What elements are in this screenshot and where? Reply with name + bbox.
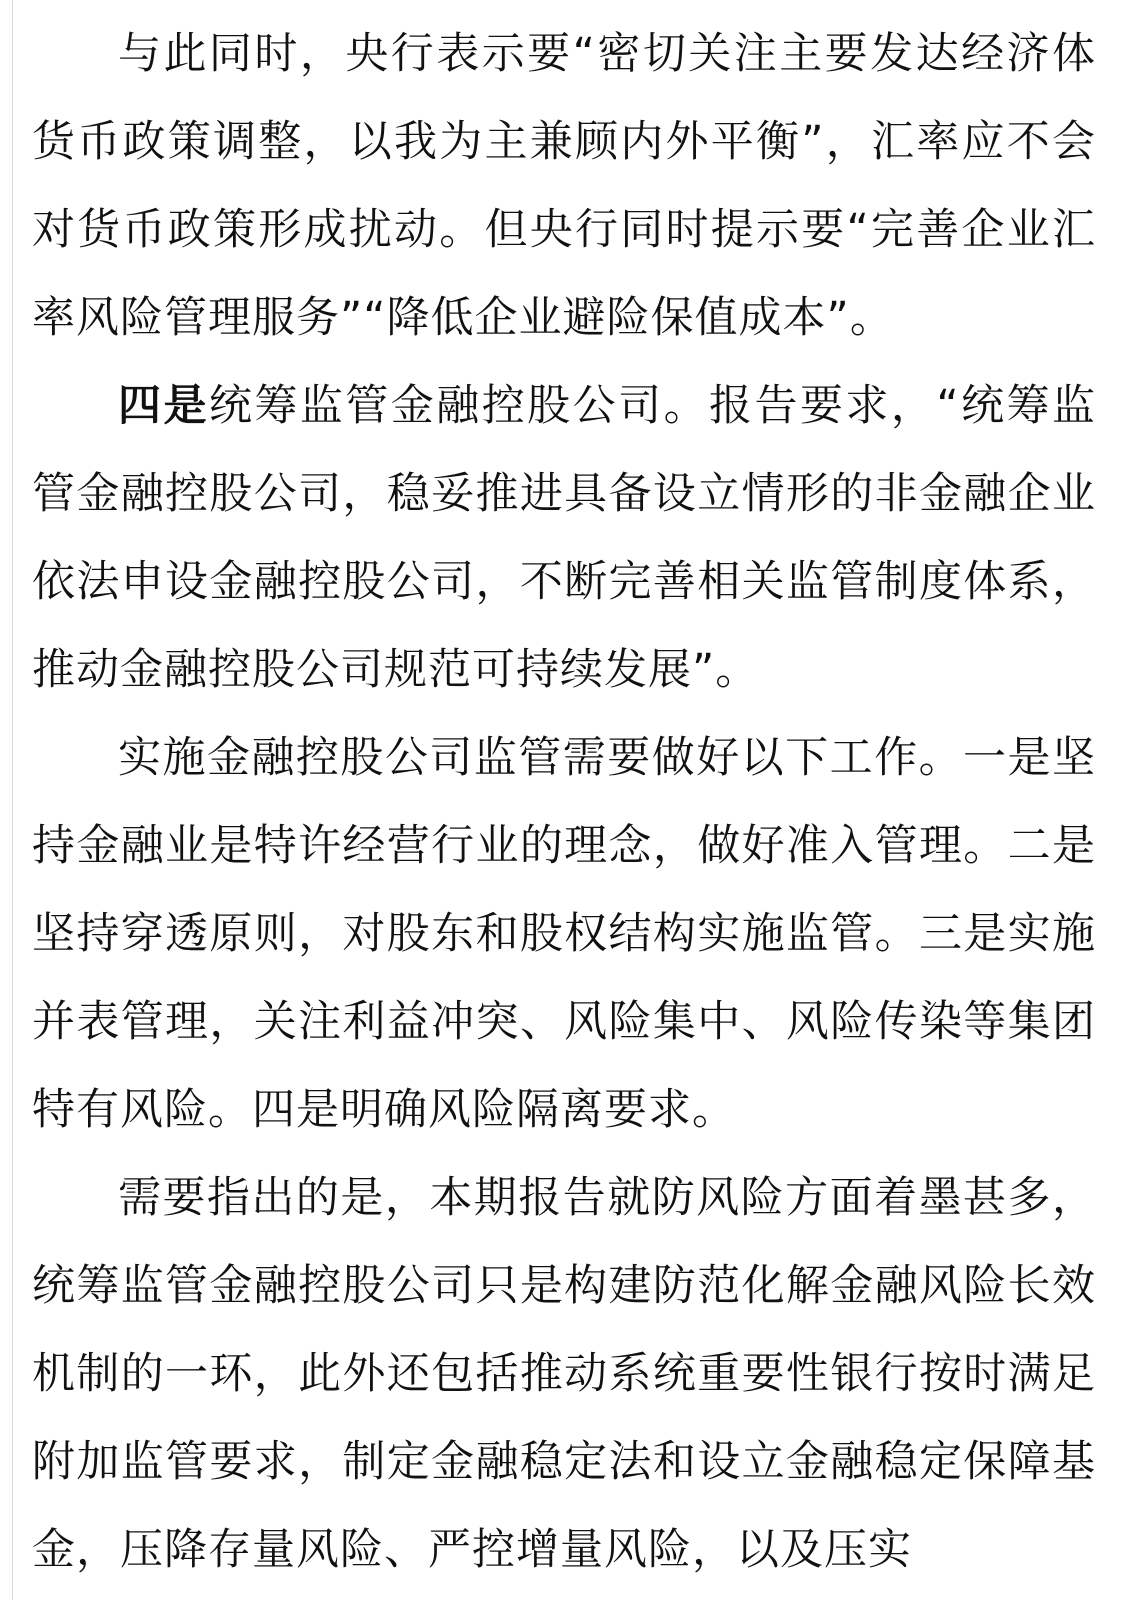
page-edge-divider bbox=[12, 0, 13, 1600]
paragraph-3-text: 实施金融控股公司监管需要做好以下工作。一是坚持金融业是特许经营行业的理念，做好准入管理。二是坚持穿透原则，对股东和股权结构实施监管。三是实施并表管理，关注利益冲突、风险集中、风险传染等集团特有风险。四是明确风险隔离要求。 bbox=[32, 733, 1096, 1135]
article-body bbox=[32, 10, 1096, 1594]
paragraph-1-text: 与此同时，央行表示要“密切关注主要发达经济体货币政策调整，以我为主兼顾内外平衡”，汇率应不会对货币政策形成扰动。但央行同时提示要“完善企业汇率风险管理服务”“降低企业避险保值成本”。 bbox=[32, 29, 1096, 343]
paragraph-2 bbox=[32, 362, 1096, 714]
paragraph-2-text: 统筹监管金融控股公司。报告要求，“统筹监管金融控股公司，稳妥推进具备设立情形的非金融企业依法申设金融控股公司，不断完善相关监管制度体系，推动金融控股公司规范可持续发展”。 bbox=[32, 381, 1097, 695]
paragraph-1 bbox=[32, 10, 1096, 362]
paragraph-4-text: 需要指出的是，本期报告就防风险方面着墨甚多，统筹监管金融控股公司只是构建防范化解金融风险长效机制的一环，此外还包括推动系统重要性银行按时满足附加监管要求，制定金融稳定法和设立金融稳定保障基金，压降存量风险、严控增量风险，以及压实 bbox=[32, 1173, 1096, 1575]
paragraph-2-lead: 四是 bbox=[118, 381, 209, 431]
paragraph-4 bbox=[32, 1154, 1096, 1594]
paragraph-3 bbox=[32, 714, 1096, 1154]
